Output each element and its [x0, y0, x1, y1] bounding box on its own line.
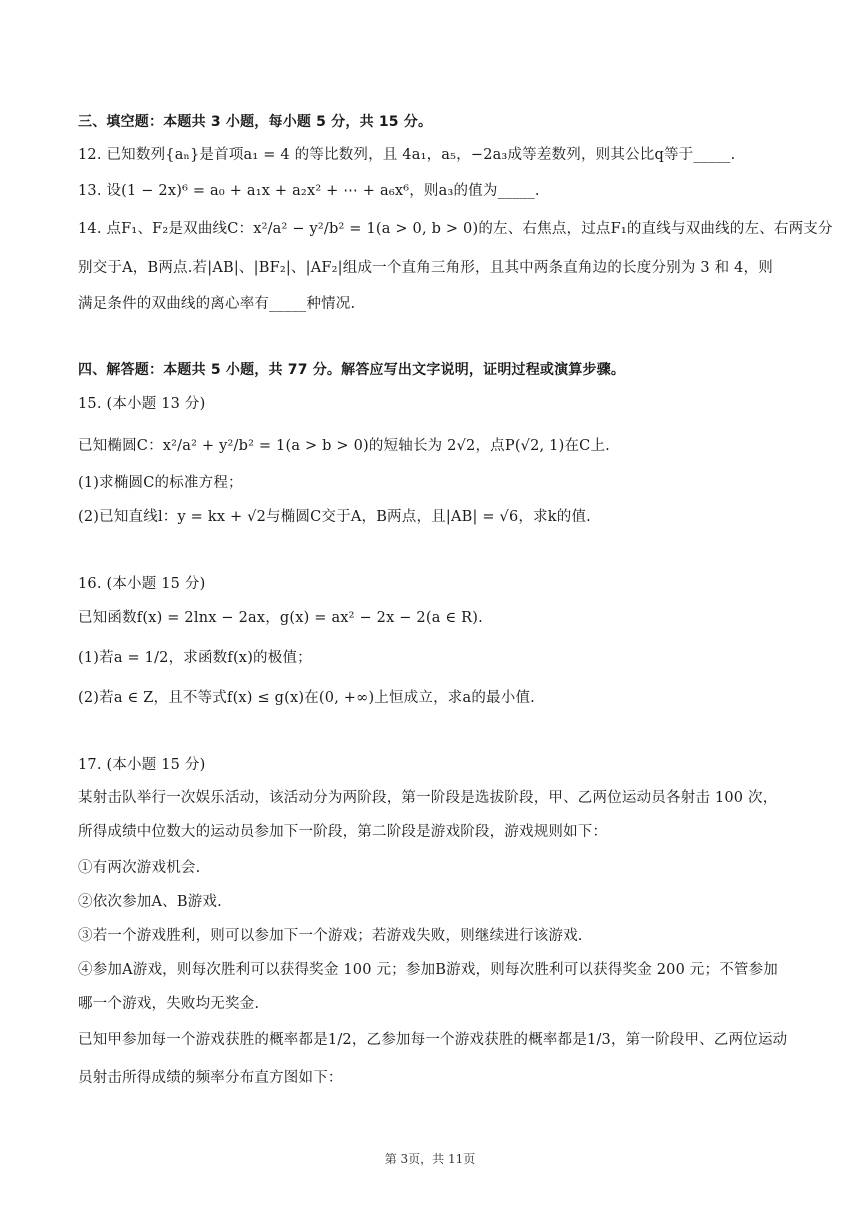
- question-15-part2: (2)已知直线l：y = kx + √2与椭圆C交于A，B两点，且|AB| = √6，求k的值.: [78, 509, 591, 525]
- section4-heading: 四、解答题：本题共 5 小题，共 77 分。解答应写出文字说明，证明过程或演算步骤。: [78, 362, 626, 378]
- question-17-line4: 员射击所得成绩的频率分布直方图如下：: [78, 1070, 343, 1086]
- question-16-stem: 已知函数f(x) = 2lnx − 2ax，g(x) = ax² − 2x − 2(a ∈ R).: [78, 610, 483, 626]
- question-15-stem: 已知椭圆C：x²/a² + y²/b² = 1(a > b > 0)的短轴长为 2√2，点P(√2, 1)在C上.: [78, 438, 610, 454]
- question-14-line1: 14. 点F₁、F₂是双曲线C：x²/a² − y²/b² = 1(a > 0, b > 0)的左、右焦点，过点F₁的直线与双曲线的左、右两支分: [78, 221, 833, 237]
- question-17-rule4b: 哪一个游戏，失败均无奖金.: [78, 996, 260, 1012]
- question-16-part1: (1)若a = 1/2，求函数f(x)的极值；: [78, 650, 312, 666]
- question-13: 13. 设(1 − 2x)⁶ = a₀ + a₁x + a₂x² + ⋯ + a₆x⁶，则a₃的值为_____.: [78, 183, 540, 199]
- question-16-title: 16. (本小题 15 分): [78, 576, 206, 592]
- question-14-line2: 别交于A，B两点.若|AB|、|BF₂|、|AF₂|组成一个直角三角形，且其中两条直角边的长度分别为 3 和 4，则: [78, 260, 773, 276]
- question-16-part2: (2)若a ∈ Z，且不等式f(x) ≤ g(x)在(0, +∞)上恒成立，求a的最小值.: [78, 690, 535, 706]
- section3-heading: 三、填空题：本题共 3 小题，每小题 5 分，共 15 分。: [78, 114, 433, 130]
- question-17-rule1: ①有两次游戏机会.: [78, 860, 201, 876]
- question-17-rule2: ②依次参加A、B游戏.: [78, 894, 222, 910]
- question-14-line3: 满足条件的双曲线的离心率有_____种情况.: [78, 296, 356, 312]
- question-17-line3: 已知甲参加每一个游戏获胜的概率都是1/2，乙参加每一个游戏获胜的概率都是1/3，第一阶段甲、乙两位运动: [78, 1032, 788, 1048]
- question-17-rule4a: ④参加A游戏，则每次胜利可以获得奖金 100 元；参加B游戏，则每次胜利可以获得奖金 200 元；不管参加: [78, 962, 779, 978]
- page-footer: 第 3页，共 11页: [384, 1152, 476, 1166]
- question-17-title: 17. (本小题 15 分): [78, 757, 206, 773]
- question-17-line2: 所得成绩中位数大的运动员参加下一阶段，第二阶段是游戏阶段，游戏规则如下：: [78, 824, 608, 840]
- question-15-title: 15. (本小题 13 分): [78, 396, 206, 412]
- question-15-part1: (1)求椭圆C的标准方程；: [78, 475, 243, 491]
- question-17-line1: 某射击队举行一次娱乐活动，该活动分为两阶段，第一阶段是选拔阶段，甲、乙两位运动员各射击 100 次，: [78, 790, 778, 806]
- question-12: 12. 已知数列{aₙ}是首项a₁ = 4 的等比数列，且 4a₁，a₅，−2a₃成等差数列，则其公比q等于_____.: [78, 147, 736, 163]
- question-17-rule3: ③若一个游戏胜利，则可以参加下一个游戏；若游戏失败，则继续进行该游戏.: [78, 928, 583, 944]
